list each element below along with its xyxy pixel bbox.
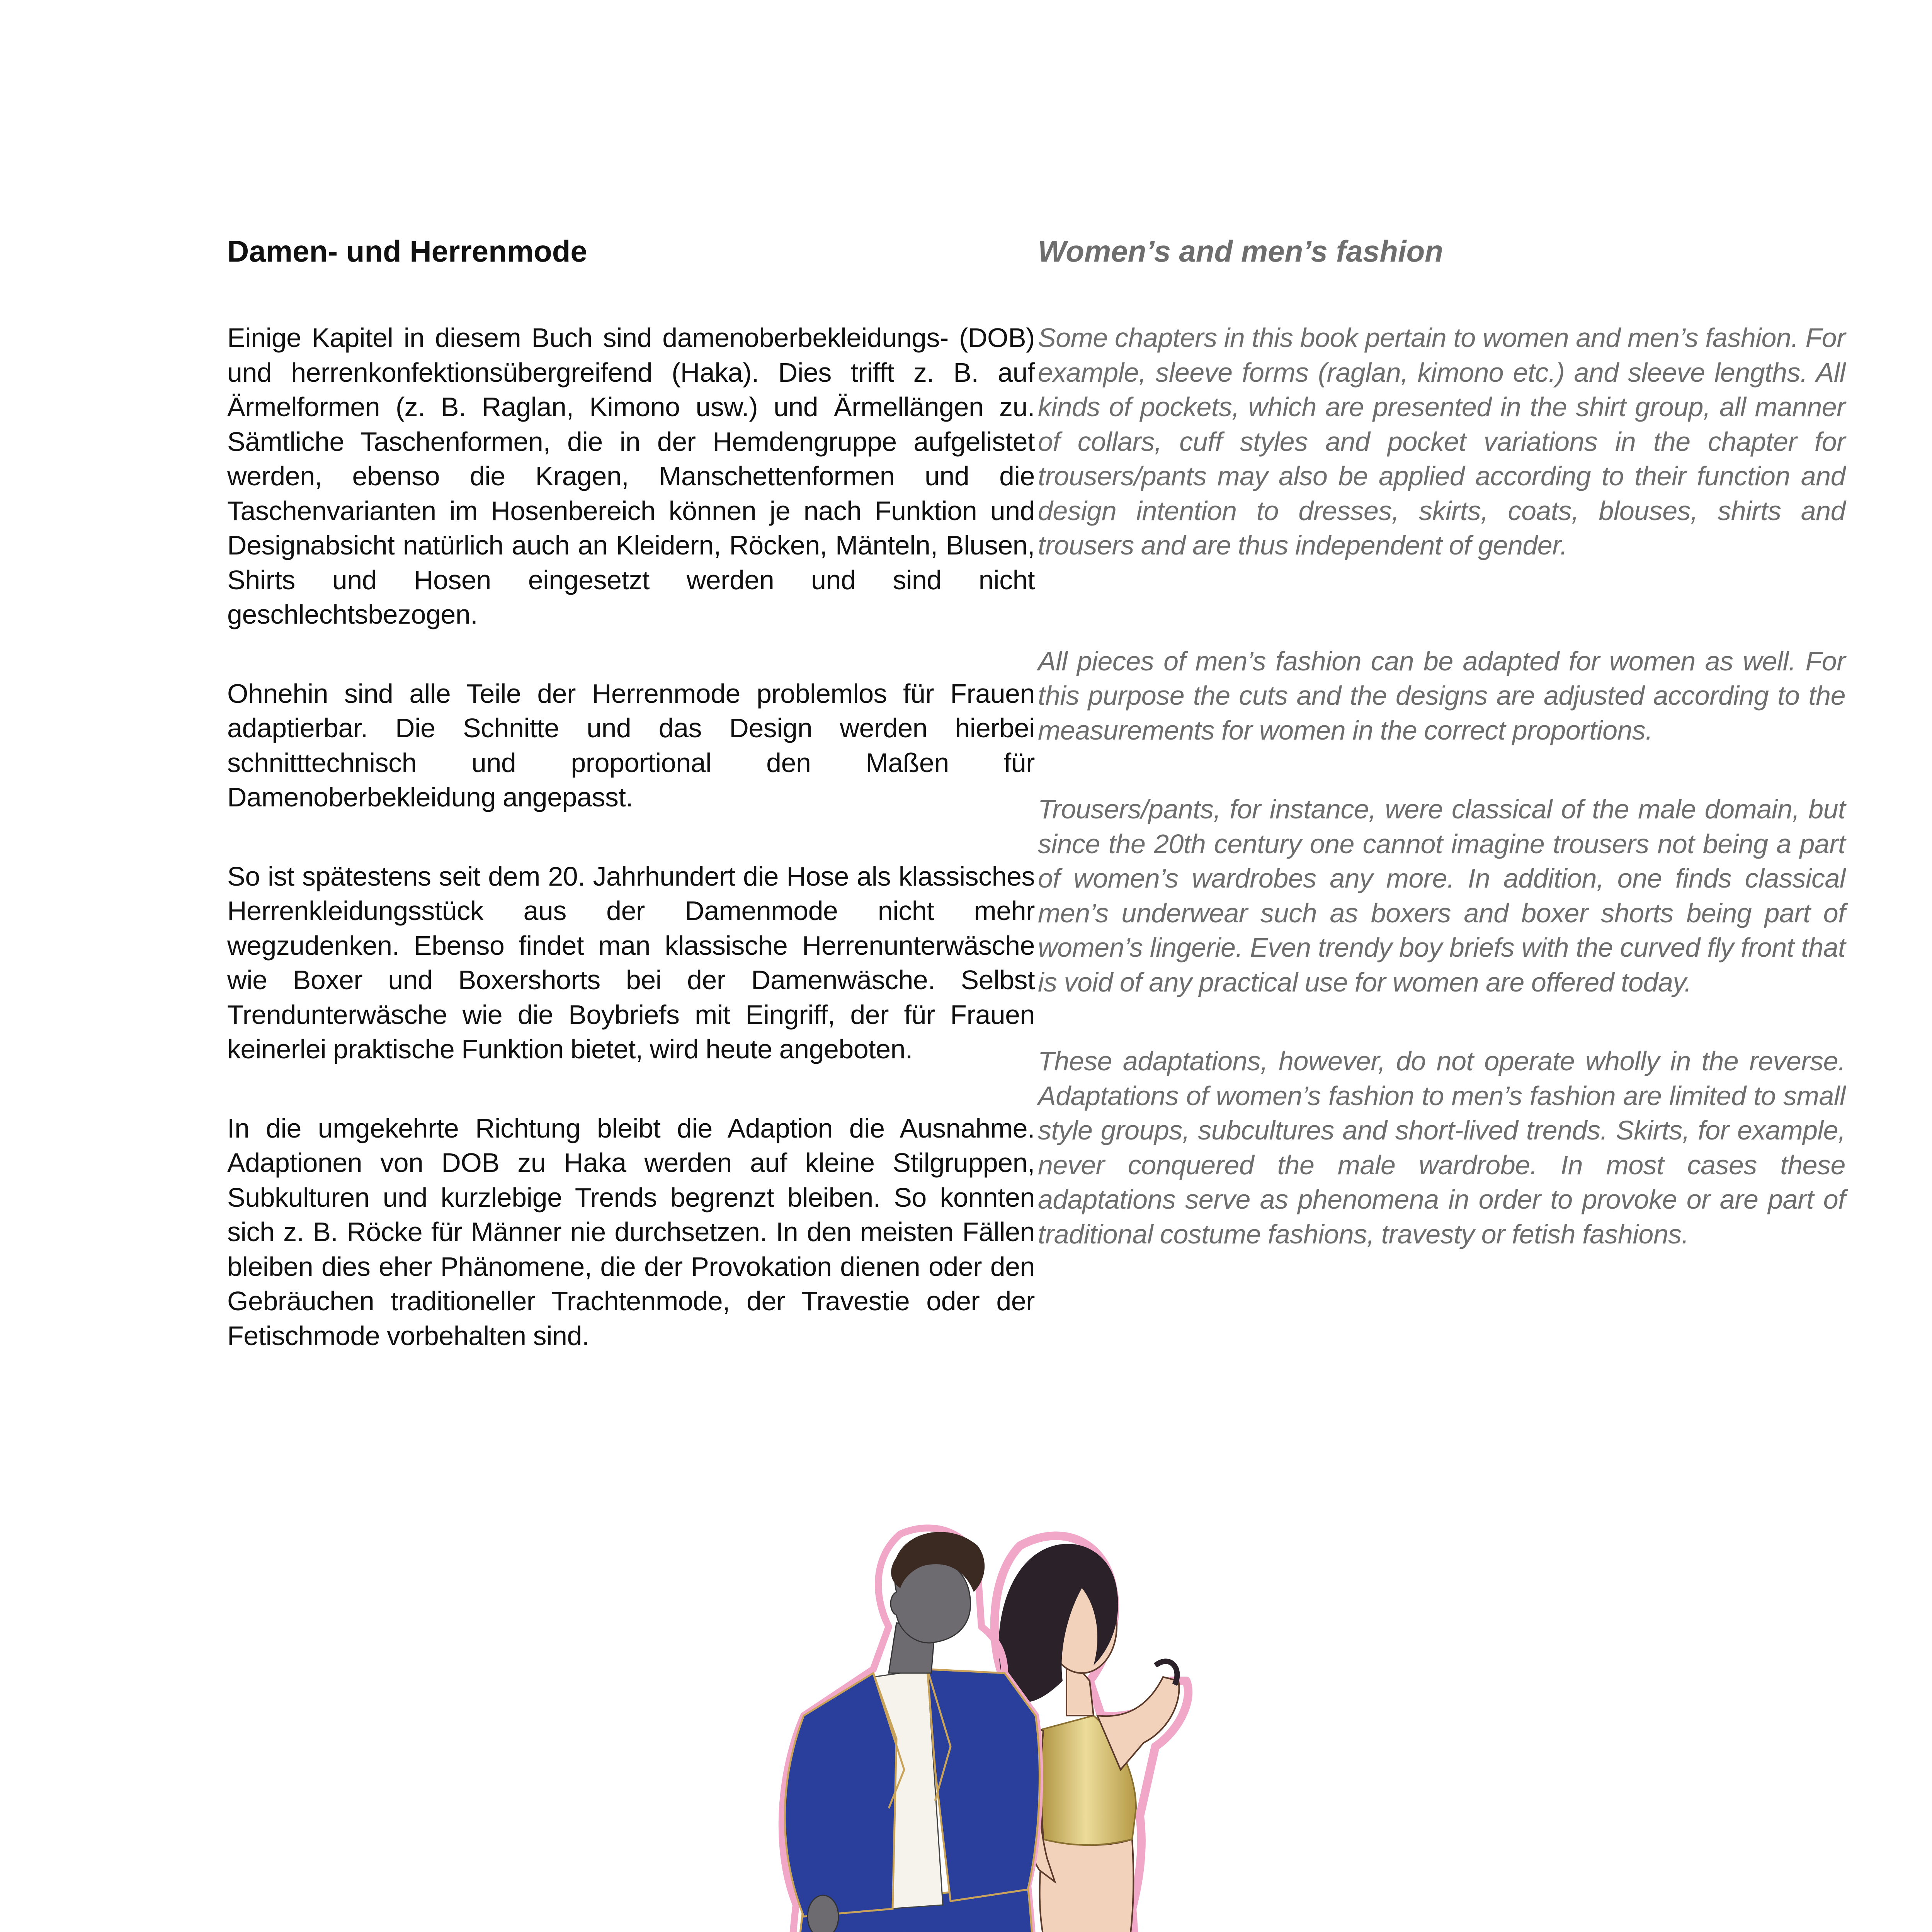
german-column [227, 232, 1035, 1353]
german-paragraph-4: In die umgekehrte Richtung bleibt die Adaption die Ausnahme. Adaptionen von DOB zu Haka werden auf kleine Stilgruppen, Subkulturen und kurzlebige Trends begrenzt bleiben. So konnten sich z. B. Röcke für Männer nie durchsetzen. In den meisten Fällen bleiben dies eher Phänomene, die der Provokation dienen oder den Gebräuchen traditioneller Trachtenmode, der Travestie oder der Fetischmode vorbehalten sind. [227, 1113, 1035, 1351]
english-heading: Women’s and men’s fashion [1038, 234, 1443, 268]
english-paragraph-3: Trousers/pants, for instance, were classical of the male domain, but since the 20th century one cannot imagine trousers not being a part of women’s wardrobes any more. In addition, one finds classical men’s underwear such as boxers and boxer shorts being part of women’s lingerie. Even trendy boy briefs with the curved fly front that is void of any practical use for women are offered today. [1038, 794, 1845, 997]
english-paragraph-2: All pieces of men’s fashion can be adapted for women as well. For this purpose the cuts and the designs are adjusted according to the measurements for women in the correct proportions. [1038, 646, 1845, 745]
english-paragraph-4: These adaptations, however, do not operate wholly in the reverse. Adaptations of women’s fashion to men’s fashion are limited to small style groups, subcultures and short-lived trends. Skirts, for example, never conquered the male wardrobe. In most cases these adaptations serve as phenomena in order to provoke or are part of traditional costume fashions, travesty or fetish fashions. [1038, 1046, 1845, 1249]
german-paragraph-3: So ist spätestens seit dem 20. Jahrhundert die Hose als klassisches Herrenkleidungsstück aus der Damenmode nicht mehr wegzudenken. Ebenso findet man klassische Herrenunterwäsche wie Boxer und Boxershorts bei der Damenwäsche. Selbst Trendunterwäsche wie die Boybriefs mit Eingriff, der für Frauen keinerlei praktische Funktion bietet, wird heute angeboten. [227, 861, 1035, 1064]
man-figure [771, 1532, 1043, 1932]
german-paragraph-1: Einige Kapitel in diesem Buch sind damenoberbekleidungs- (DOB) und herrenkonfektionsübergreifend (Haka). Dies trifft z. B. auf Ärmelformen (z. B. Raglan, Kimono usw.) und Ärmellängen zu. Sämtliche Taschenformen, die in der Hemdengruppe aufgelistet werden, ebenso die Kragen, Manschettenformen und die Taschenvarianten im Hosenbereich können je nach Funktion und Designabsicht natürlich auch an Kleidern, Röcken, Mänteln, Blusen, Shirts und Hosen eingesetzt werden und sind nicht geschlechtsbezogen. [227, 323, 1035, 629]
german-paragraph-2: Ohnehin sind alle Teile der Herrenmode problemlos für Frauen adaptierbar. Die Schnitte und das Design werden hierbei schnitttechnisch und proportional den Maßen für Damenoberbekleidung angepasst. [227, 678, 1035, 812]
fashion-couple-illustration [657, 1499, 1410, 1932]
english-paragraph-1: Some chapters in this book pertain to women and men’s fashion. For example, sleeve forms (raglan, kimono etc.) and sleeve lengths. All kinds of pockets, which are presented in the shirt group, all manner of collars, cuff styles and pocket variations in the chapter for trousers/pants may also be applied according to their function and design intention to dresses, skirts, coats, blouses, shirts and trousers and are thus independent of gender. [1038, 323, 1845, 560]
english-column [1038, 232, 1845, 1252]
german-heading: Damen- und Herrenmode [227, 234, 587, 268]
